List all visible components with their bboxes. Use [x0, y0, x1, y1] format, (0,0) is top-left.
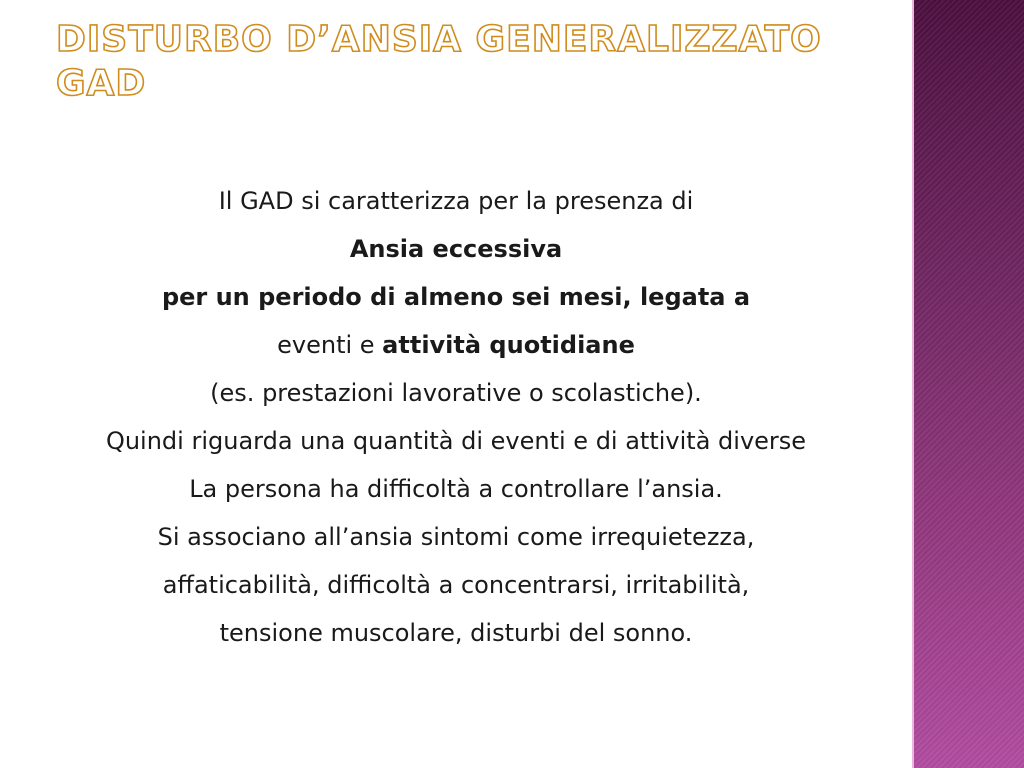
slide-title: [56, 18, 896, 106]
paragraph-sintomi-2: affaticabilità, difficoltà a concentrarsi, irritabilità,: [162, 571, 750, 599]
paragraph-sintomi-3: tensione muscolare, disturbi del sonno.: [219, 619, 693, 647]
paragraph-eventi-normal: eventi e: [277, 331, 383, 359]
decorative-side-band: [912, 0, 1024, 768]
title-line-2: GAD: [56, 63, 147, 104]
paragraph-eventi: [40, 330, 872, 360]
paragraph-intro: Il GAD si caratterizza per la presenza di: [218, 187, 694, 215]
paragraph-periodo: per un periodo di almeno sei mesi, legata a: [161, 283, 751, 311]
paragraph-ansia-eccessiva: Ansia eccessiva: [349, 235, 563, 263]
paragraph-sintomi-1: Si associano all’ansia sintomi come irrequietezza,: [157, 523, 755, 551]
paragraph-eventi-bold: attività quotidiane: [382, 331, 635, 359]
slide-body: [40, 186, 872, 666]
paragraph-esempio: (es. prestazioni lavorative o scolastiche).: [210, 379, 702, 407]
paragraph-quindi: Quindi riguarda una quantità di eventi e di attività diverse: [105, 427, 807, 455]
title-line-1: DISTURBO D’ANSIA GENERALIZZATO: [56, 19, 822, 60]
paragraph-persona: La persona ha difficoltà a controllare l’ansia.: [189, 475, 723, 503]
